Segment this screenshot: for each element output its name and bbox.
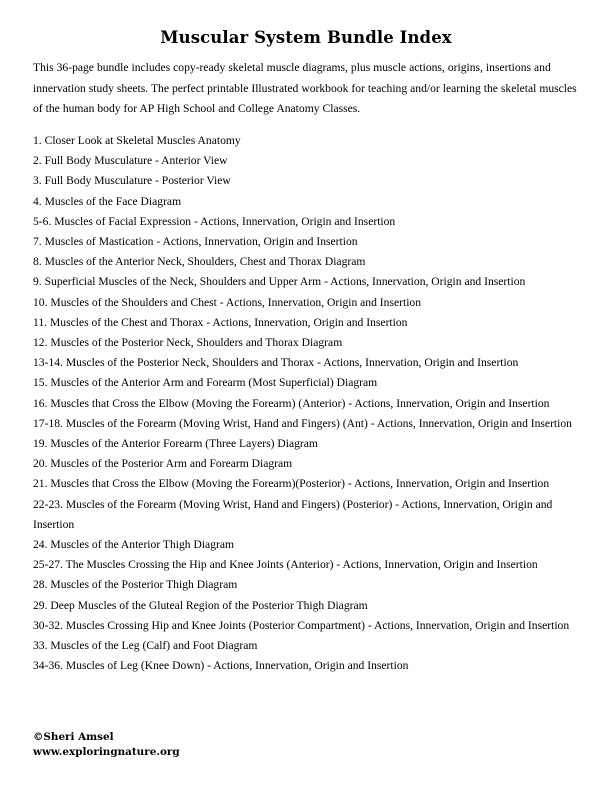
list-item: 24. Muscles of the Anterior Thigh Diagram — [33, 538, 235, 552]
intro-paragraph: This 36-page bundle includes copy-ready skeletal muscle diagrams, plus muscle actions, origins, insertions and innervation study sheets. The perfect printable Illustrated workbook for teaching and/or learning the skeletal muscles of the human body for AP High School and College Anatomy Classes. — [33, 61, 577, 116]
list-item: 11. Muscles of the Chest and Thorax - Actions, Innervation, Origin and Insertion — [33, 315, 408, 329]
list-item: 21. Muscles that Cross the Elbow (Moving the Forearm)(Posterior) - Actions, Innervation, Origin and Insertion — [33, 477, 550, 491]
list-item: 9. Superficial Muscles of the Neck, Shoulders and Upper Arm - Actions, Innervation, Origin and Insertion — [33, 275, 526, 289]
list-item: 13-14. Muscles of the Posterior Neck, Shoulders and Thorax - Actions, Innervation, Origin and Insertion — [33, 356, 519, 370]
list-item: 17-18. Muscles of the Forearm (Moving Wrist, Hand and Fingers) (Ant) - Actions, Innervation, Origin and Insertion — [33, 416, 572, 430]
list-item: 16. Muscles that Cross the Elbow (Moving the Forearm) (Anterior) - Actions, Innervation, Origin and Insertion — [33, 396, 550, 410]
list-item: 25-27. The Muscles Crossing the Hip and Knee Joints (Anterior) - Actions, Innervation, Origin and Insertion — [33, 558, 538, 572]
list-item: 1. Closer Look at Skeletal Muscles Anatomy — [33, 134, 241, 147]
list-item: 19. Muscles of the Anterior Forearm (Three Layers) Diagram — [33, 437, 318, 451]
list-item: 22-23. Muscles of the Forearm (Moving Wrist, Hand and Fingers) (Posterior) - Actions, Innervation, Origin and Insertion — [33, 497, 553, 531]
list-item: 20. Muscles of the Posterior Arm and Forearm Diagram — [33, 457, 293, 471]
list-item: 28. Muscles of the Posterior Thigh Diagram — [33, 578, 238, 592]
bundle-index-list — [33, 131, 581, 676]
list-item: 8. Muscles of the Anterior Neck, Shoulders, Chest and Thorax Diagram — [33, 255, 366, 269]
list-item: 5-6. Muscles of Facial Expression - Actions, Innervation, Origin and Insertion — [33, 214, 396, 228]
list-item: 33. Muscles of the Leg (Calf) and Foot Diagram — [33, 639, 258, 653]
list-item: 3. Full Body Musculature - Posterior View — [33, 174, 231, 188]
list-item: 7. Muscles of Mastication - Actions, Innervation, Origin and Insertion — [33, 235, 358, 249]
website-url: www.exploringnature.org — [33, 745, 180, 758]
copyright-notice: ©Sheri Amsel — [33, 731, 114, 743]
list-item: 34-36. Muscles of Leg (Knee Down) - Actions, Innervation, Origin and Insertion — [33, 659, 409, 673]
list-item: 2. Full Body Musculature - Anterior View — [33, 154, 228, 168]
list-item: 12. Muscles of the Posterior Neck, Shoulders and Thorax Diagram — [33, 336, 343, 350]
page-title: Muscular System Bundle Index — [160, 28, 452, 47]
list-item: 29. Deep Muscles of the Gluteal Region of the Posterior Thigh Diagram — [33, 598, 368, 612]
list-item: 30-32. Muscles Crossing Hip and Knee Joints (Posterior Compartment) - Actions, Innervation, Origin and Insertion — [33, 618, 570, 632]
list-item: 4. Muscles of the Face Diagram — [33, 194, 182, 208]
list-item: 15. Muscles of the Anterior Arm and Forearm (Most Superficial) Diagram — [33, 376, 378, 390]
page-footer — [33, 730, 180, 759]
list-item: 10. Muscles of the Shoulders and Chest - Actions, Innervation, Origin and Insertion — [33, 295, 422, 309]
